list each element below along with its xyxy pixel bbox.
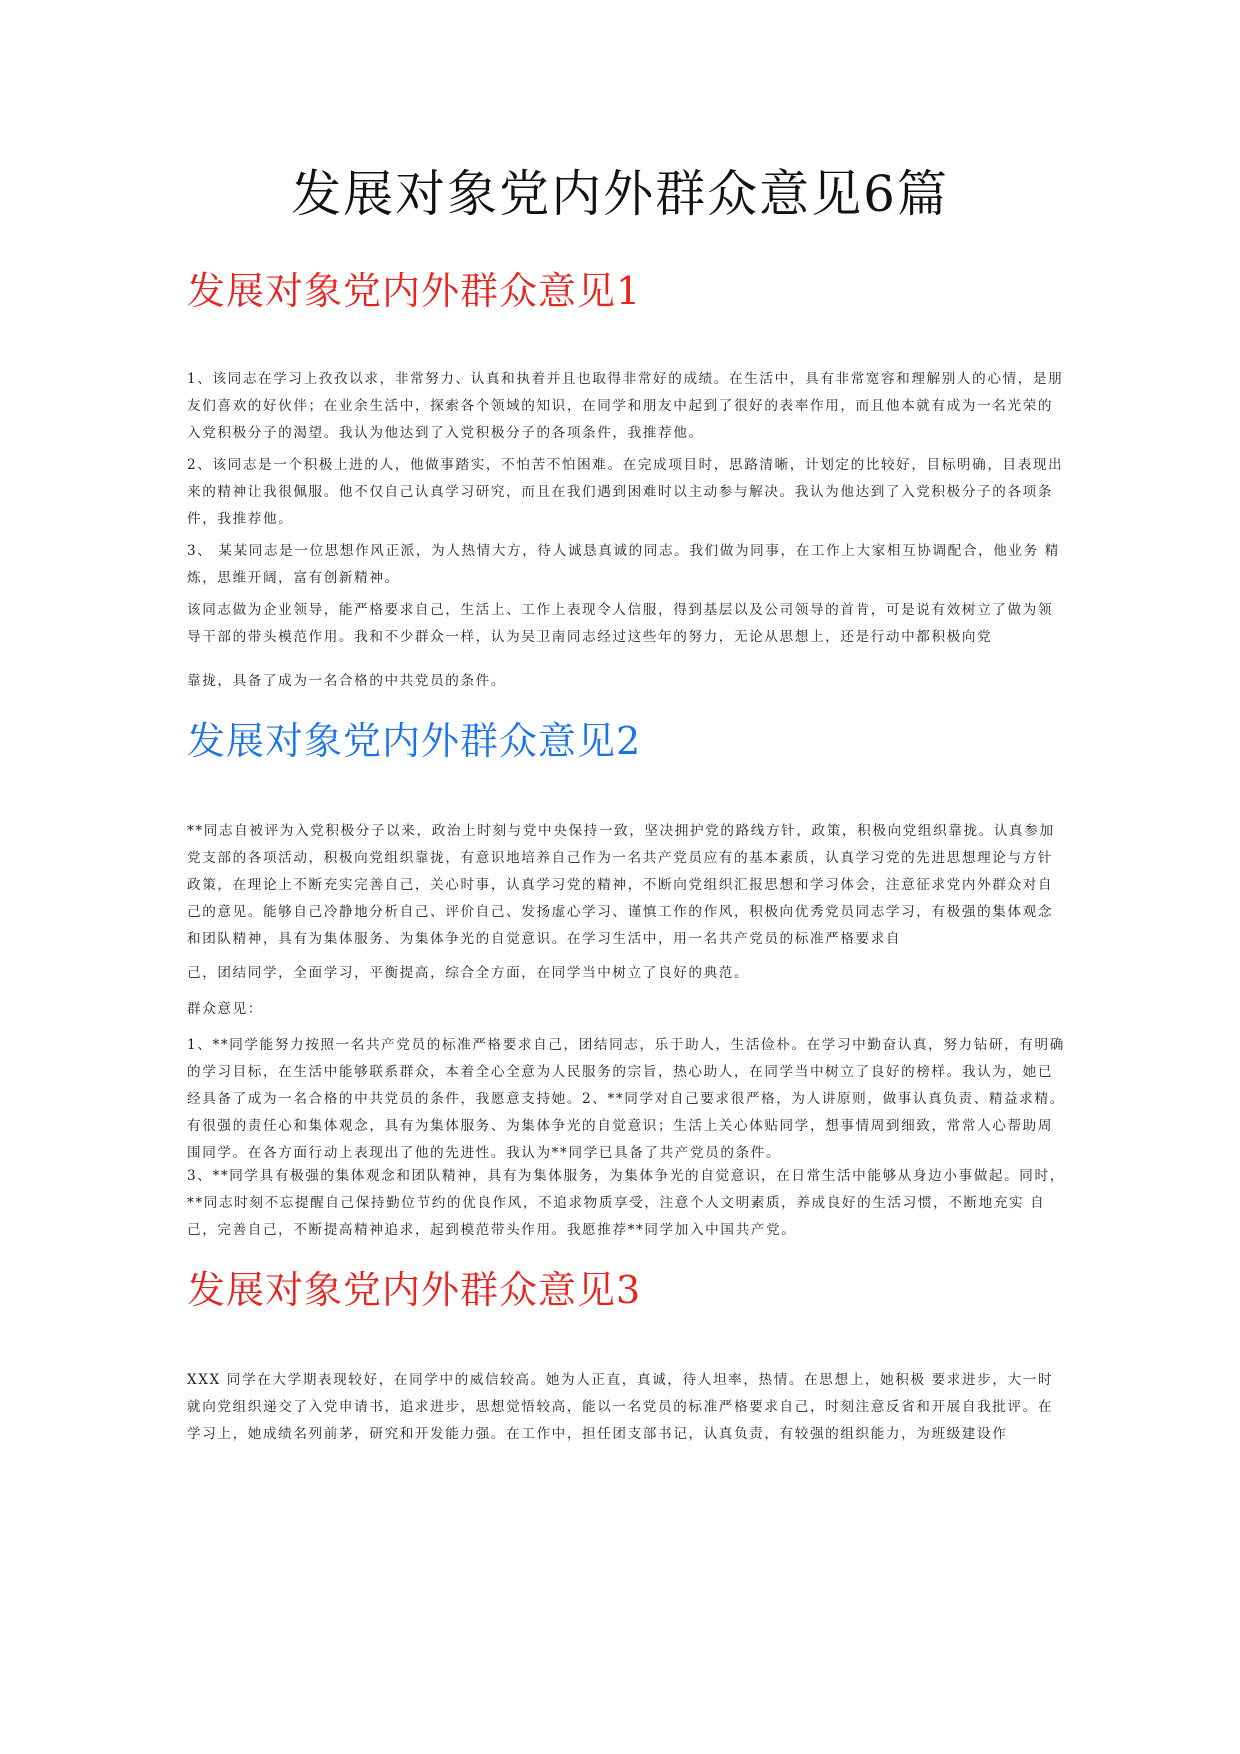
section-1-paragraph: 1、该同志在学习上孜孜以求，非常努力、认真和执着并且也取得非常好的成绩。在生活中，具有非常宽容和理解别人的心情，是朋友们喜欢的好伙伴；在业余生活中，探索各个领域的知识，在同学和朋友中起到了很好的表率作用，而且他本就有成为一名光荣的入党积极分子的渴望。我认为他达到了入党积极分子的各项条件，我推荐他。 [187, 371, 1064, 441]
section-3-heading: 发展对象党内外群众意见3 [187, 1268, 642, 1312]
section-1-paragraph: 该同志做为企业领导，能严格要求自己，生活上、工作上表现令人信服，得到基层以及公司领导的首肯，可是说有效树立了做为领导干部的带头模范作用。我和不少群众一样，认为吴卫南同志经过这些年的努力，无论从思想上，还是行动中都积极向党 [187, 602, 1054, 645]
document-title: 发展对象党内外群众意见6篇 [291, 165, 949, 223]
section-2-paragraph: **同志自被评为入党积极分子以来，政治上时刻与党中央保持一致，坚决拥护党的路线方针，政策，积极向党组织靠拢。认真参加党支部的各项活动，积极向党组织靠拢，有意识地培养自己作为一名共产党员应有的基本素质，认真学习党的先进思想理论与方针政策，在理论上不断充实完善自己，关心时事，认真学习党的精神，不断向党组织汇报思想和学习体会，注意征求党内外群众对自己的意见。能够自己冷静地分析自己、评价自己、发扬虚心学习、谨慎工作的作风，积极向优秀党员同志学习，有极强的集体观念和团队精神，具有为集体服务、为集体争光的自觉意识。在学习生活中，用一名共产党员的标准严格要求自 [187, 823, 1055, 947]
section-2-paragraph: 1、**同学能努力按照一名共产党员的标准严格要求自己，团结同志，乐于助人，生活俭朴。在学习中勤奋认真，努力钻研，有明确的学习目标，在生活中能够联系群众，本着全心全意为人民服务的宗旨，热心助人，在同学当中树立了良好的榜样。我认为，她已经具备了成为一名合格的中共党员的条件，我愿意支持她。2、**同学对自己要求很严格，为人讲原则，做事认真负责、精益求精。有很强的责任心和集体观念，具有为集体服务、为集体争光的自觉意识；生活上关心体贴同学，想事情周到细致，常常人心帮助周围同学。在各方面行动上表现出了他的先进性。我认为**同学已具备了共产党员的条件。 [187, 1037, 1065, 1161]
section-2-paragraph: 群众意见： [187, 1001, 263, 1017]
section-1-paragraph: 3、 某某同志是一位思想作风正派，为人热情大方，待人诚恳真诚的同志。我们做为同事，在工作上大家相互协调配合，他业务 精炼，思维开阔，富有创新精神。 [187, 543, 1060, 586]
section-2-heading: 发展对象党内外群众意见2 [187, 719, 642, 763]
section-3-paragraph: XXX 同学在大学期表现较好，在同学中的威信较高。她为人正直，真诚，待人坦率，热情。在思想上，她积极 要求进步，大一时就向党组织递交了入党申请书，追求进步，思想觉悟较高，能以一名党员的标准严格要求自己，时刻注意反省和开展自我批评。在学习上，她成绩名列前茅，研究和开发能力强。在工作中，担任团支部书记，认真负责，有较强的组织能力，为班级建设作 [187, 1372, 1054, 1442]
section-1-heading: 发展对象党内外群众意见1 [187, 269, 642, 313]
section-1-paragraph: 2、该同志是一个积极上进的人，他做事踏实，不怕苦不怕困难。在完成项目时，思路清晰，计划定的比较好，目标明确，目表现出来的精神让我很佩服。他不仅自己认真学习研究，而且在我们遇到困难时以主动参与解决。我认为他达到了入党积极分子的各项条件，我推荐他。 [187, 457, 1064, 527]
section-2-paragraph: 3、**同学具有极强的集体观念和团队精神，具有为集体服务，为集体争光的自觉意识，在日常生活中能够从身边小事做起。同时，**同志时刻不忘提醒自己保持勤位节约的优良作风，不追求物质享受，注意个人文明素质，养成良好的生活习惯，不断地充实 自己，完善自己，不断提高精神追求，起到模范带头作用。我愿推荐**同学加入中国共产党。 [187, 1168, 1065, 1238]
section-1-paragraph: 靠拢，具备了成为一名合格的中共党员的条件。 [187, 673, 507, 689]
section-2-paragraph: 己，团结同学，全面学习，平衡提高，综合全方面，在同学当中树立了良好的典范。 [187, 965, 750, 981]
